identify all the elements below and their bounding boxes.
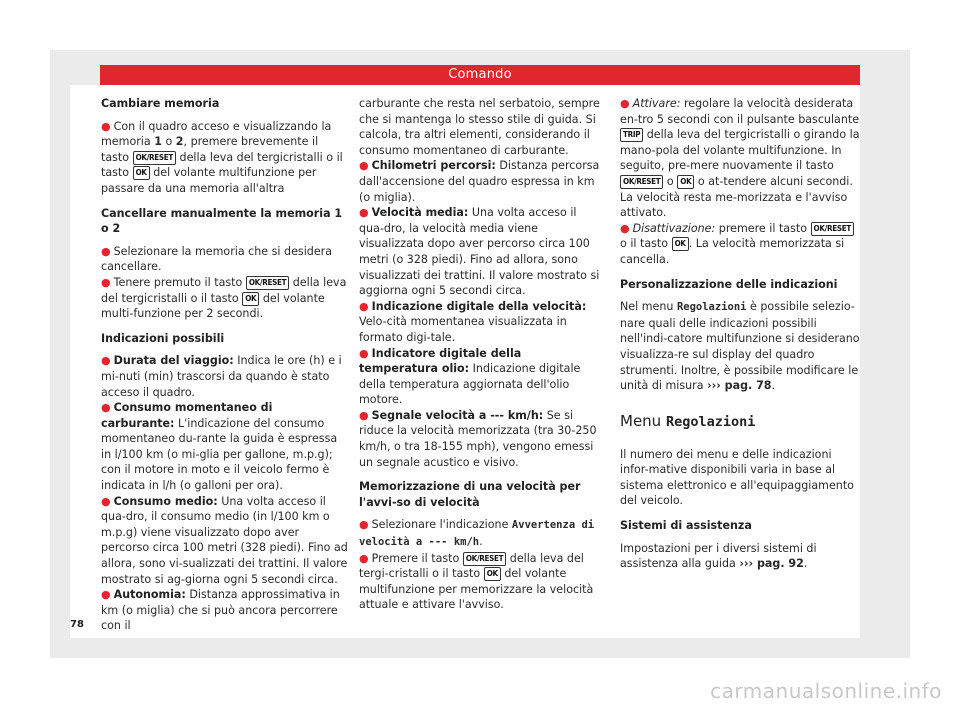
paragraph-numero-menu: Il numero dei menu e delle indicazioni infor-mative disponibili varia in base al sistema elettronico e all'equipaggiamento del veicolo. xyxy=(620,447,854,508)
bullet-icon: ● xyxy=(101,401,111,415)
bullet-icon: ● xyxy=(620,221,630,235)
list-item-disattivazione: ● Disattivazione: premere il tasto OK/RESET o il tasto OK . La velocità memorizzata si cancella. xyxy=(620,221,860,268)
ok-reset-key-icon: OK/RESET xyxy=(133,151,176,165)
heading-sistemi-assistenza: Sistemi di assistenza xyxy=(620,519,752,533)
bullet-icon: ● xyxy=(359,408,369,422)
bullet-icon: ● xyxy=(359,206,369,220)
list-item: ● Autonomia: Distanza approssimativa in km (o miglia) che si può ancora percorrere con il xyxy=(101,588,340,633)
heading-memorizzazione-velocita: Memorizzazione di una velocità per l'avvi-so di velocità xyxy=(359,480,581,509)
bullet-icon: ● xyxy=(359,159,369,173)
list-item: ● Indicazione digitale della velocità: Velo-cità momentanea visualizzata in formato digi-tale. xyxy=(359,299,587,344)
list-item-attivare: ● Attivare: regolare la velocità desiderata en-tro 5 secondi con il pulsante basculante TRIP della leva del tergicristalli o girando la mano-pola del volante multifunzione. In seguito, pre-mere nuovamente il tasto OK/RESET o OK o at-tendere alcuni secondi. La velocità resta me-morizzata e l'avviso attivato. xyxy=(620,97,860,220)
paragraph-tenere-premuto: ● Tenere premuto il tasto OK/RESET della leva del tergicristalli o il tasto OK del volante multi-funzione per 2 secondi. xyxy=(101,275,347,321)
paragraph-selezionare-indicazione: ● Selezionare l'indicazione Avvertenza di velocità a --- km/h. xyxy=(359,518,595,549)
paragraph-selezionare-memoria: ● Selezionare la memoria che si desidera cancellare. xyxy=(101,244,333,274)
ok-key-icon: OK xyxy=(672,237,689,251)
paragraph-sistemi-assistenza: Impostazioni per i diversi sistemi di assistenza alla guida ››› pag. 92. xyxy=(620,541,817,571)
heading-indicazioni-possibili: Indicazioni possibili xyxy=(101,331,225,345)
bullet-icon: ● xyxy=(101,275,111,289)
page-reference-link[interactable]: ››› pag. 78 xyxy=(707,379,772,393)
list-item: ● Durata del viaggio: Indica le ore (h) e i mi-nuti (min) trascorsi da quando è stato acceso il quadro. xyxy=(101,354,342,399)
bullet-icon: ● xyxy=(101,354,111,368)
ok-reset-key-icon: OK/RESET xyxy=(463,552,506,566)
paragraph-continuation: carburante che resta nel serbatoio, sempre che si mantenga lo stesso stile di guida. Si calcola, tra altri elementi, considerando il consumo momentaneo di carburante. xyxy=(359,97,600,157)
list-item: ● Velocità media: Una volta acceso il qua-dro, la velocità media viene visualizzata dopo aver percorso circa 100 metri (o 328 piedi). Fino ad allora, sono visualizzati dei trattini. Il valore mostrato si aggiorna ogni 5 secondi circa. xyxy=(359,206,600,298)
ok-reset-key-icon: OK/RESET xyxy=(246,276,289,290)
bullet-icon: ● xyxy=(101,494,111,508)
section-header: Comando xyxy=(100,65,860,85)
watermark: carmanualsonline.info xyxy=(710,679,942,703)
paragraph-premere-tasto: ● Premere il tasto OK/RESET della leva del tergi-cristalli o il tasto OK del volante multifunzione per memorizzare la velocità attuale e attivare l'avviso. xyxy=(359,551,594,612)
bullet-icon: ● xyxy=(101,588,111,602)
page-reference-link[interactable]: ››› pag. 92 xyxy=(739,557,804,571)
bullet-icon: ● xyxy=(101,119,111,133)
bullet-icon: ● xyxy=(359,551,369,565)
ok-reset-key-icon: OK/RESET xyxy=(811,222,854,236)
heading-cancellare-memoria: Cancellare manualmente la memoria 1 o 2 xyxy=(101,206,343,236)
bullet-icon: ● xyxy=(620,97,630,110)
bullet-icon: ● xyxy=(359,346,369,360)
bullet-icon: ● xyxy=(359,299,369,313)
paragraph-cambiare-memoria: ● Con il quadro acceso e visualizzando la memoria 1 o 2, premere brevemente il tasto OK/RESET della leva del tergicristalli o il tasto OK del volante multifunzione per passare da una memoria all'altra xyxy=(101,119,343,195)
column-3 xyxy=(620,96,860,581)
bullet-icon: ● xyxy=(359,518,369,532)
column-1 xyxy=(101,96,348,634)
list-item: ● Indicatore digitale della temperatura olio: Indicazione digitale della temperatura aggiornata dell'olio motore. xyxy=(359,346,581,407)
list-item: ● Segnale velocità a --- km/h: Se si riduce la velocità memorizzata (tra 30-250 km/h, o tra 18-155 mph), vengono emessi un segnale acustico e visivo. xyxy=(359,408,597,469)
list-item: ● Consumo medio: Una volta acceso il qua-dro, il consumo medio (in l/100 km o m.p.g) viene visualizzato dopo aver percorso circa 100 metri (328 piedi). Fino ad allora, sono vi-sualizzati dei trattini. Il valore mostrato si ag-giorna ogni 5 secondi circa. xyxy=(101,494,348,586)
heading-menu-regolazioni: Menu Regolazioni xyxy=(620,411,756,430)
heading-personalizzazione: Personalizzazione delle indicazioni xyxy=(620,277,838,291)
ok-key-icon: OK xyxy=(484,567,501,581)
ok-key-icon: OK xyxy=(242,292,259,306)
heading-cambiare-memoria: Cambiare memoria xyxy=(101,97,220,110)
list-item: ● Consumo momentaneo di carburante: L'indicazione del consumo momentaneo du-rante la guida è espressa in l/100 km (o mi-glia per gallone, m.p.g); con il motore in moto e il veicolo fermo è indicata in l/h (o galloni per ora). xyxy=(101,401,338,493)
paragraph-personalizzazione: Nel menu Regolazioni è possibile selezio-nare quali delle indicazioni possibili nell'indi-catore multifunzione si desiderano visualizza-re sul display del quadro strumenti. Inoltre, è possibile modificare le unità di misura ››› pag. 78. xyxy=(620,300,860,393)
ok-reset-key-icon: OK/RESET xyxy=(620,175,663,189)
ok-key-icon: OK xyxy=(677,175,694,189)
column-2 xyxy=(359,96,604,622)
page-number: 78 xyxy=(70,619,84,630)
trip-key-icon: TRIP xyxy=(620,128,643,142)
ok-key-icon: OK xyxy=(133,166,150,180)
bullet-icon: ● xyxy=(101,244,111,258)
list-item: ● Chilometri percorsi: Distanza percorsa dall'accensione del quadro espressa in km (o miglia). xyxy=(359,159,600,204)
